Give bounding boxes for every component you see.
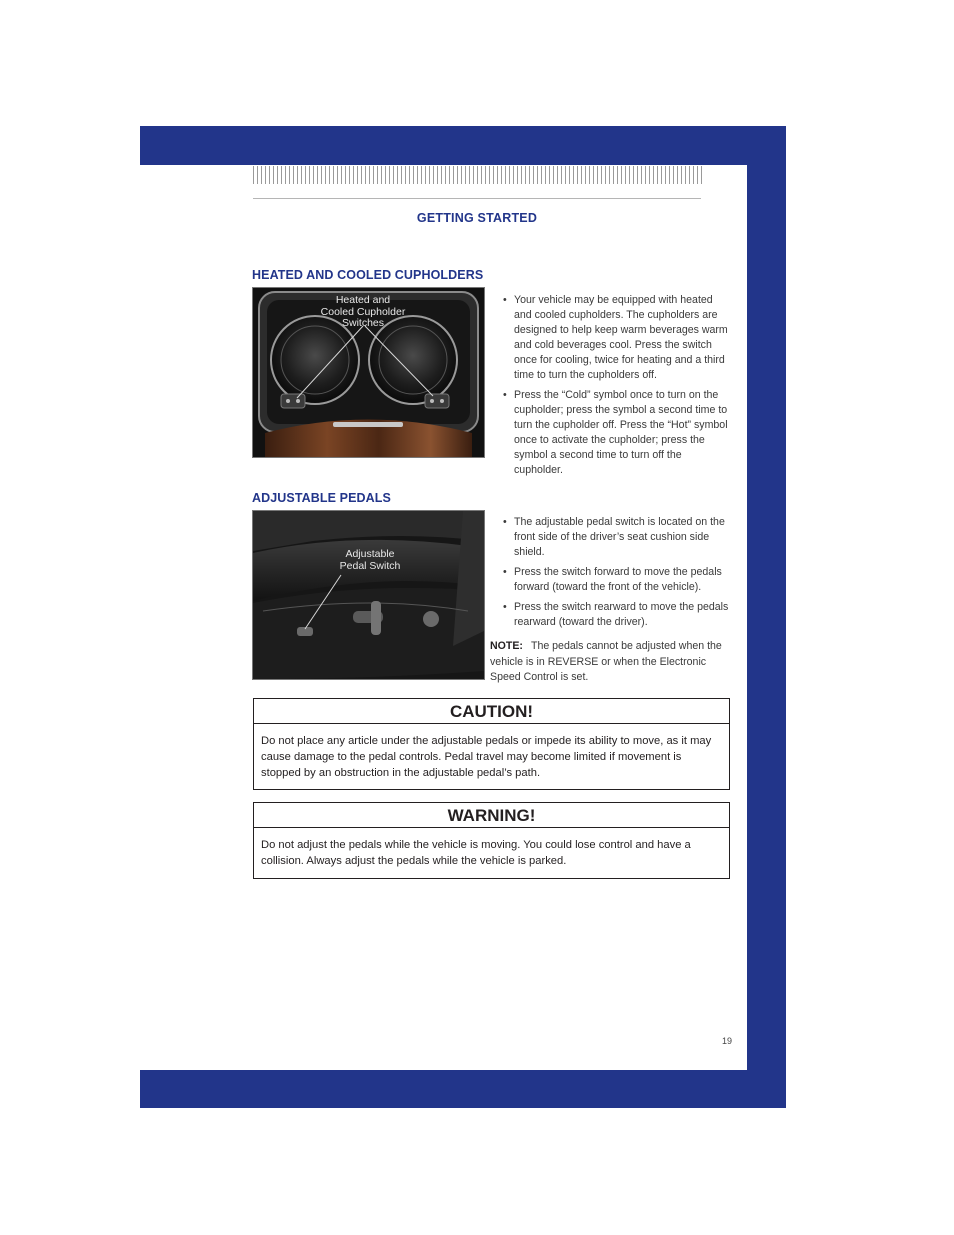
note-label: NOTE:	[490, 640, 523, 652]
section-heading-cupholders: HEATED AND COOLED CUPHOLDERS	[252, 268, 484, 282]
page-frame-bottom	[140, 1070, 786, 1108]
page-frame-right	[747, 126, 786, 1108]
cupholders-bullet-list	[491, 293, 731, 483]
warning-title: WARNING!	[254, 803, 729, 828]
pedals-bullet-list	[491, 515, 731, 635]
pedal-switch-photo-label: Adjustable Pedal Switch	[339, 548, 401, 572]
warning-text: Do not adjust the pedals while the vehicle is moving. You could lose control and have a collision. Always adjust the pedals while the vehicle is parked.	[261, 839, 691, 867]
caution-text: Do not place any article under the adjustable pedals or impede its ability to move, as it may cause damage to the pedal controls. Pedal travel may become limited if movement is stopped by an obstruction in the adjustable pedal’s path.	[261, 735, 712, 779]
list-item: • The adjustable pedal switch is located on the front side of the driver’s seat cushion side shield.	[491, 515, 731, 560]
list-item: • Your vehicle may be equipped with heated and cooled cupholders. The cupholders are designed to help keep warm beverages warm and cold beverages cool. Press the switch once for cooling, twice for heating and a third time to turn the cupholders off.	[491, 293, 731, 383]
decorative-ruler	[253, 166, 703, 184]
warning-box	[253, 802, 730, 879]
section-heading-pedals: ADJUSTABLE PEDALS	[252, 491, 391, 505]
list-item: • Press the switch rearward to move the pedals rearward (toward the driver).	[491, 600, 731, 630]
page-frame-top	[140, 126, 786, 165]
pedals-note	[490, 639, 730, 686]
header-rule	[253, 198, 701, 199]
list-item: • Press the switch forward to move the pedals forward (toward the front of the vehicle).	[491, 565, 731, 595]
cupholders-photo-label: Heated and Cooled Cupholder Switches	[320, 294, 406, 329]
list-item: • Press the “Cold” symbol once to turn on the cupholder; press the symbol a second time to turn the cupholder off. Press the “Hot” symbol once to activate the cupholder; press the symbol a second time to turn off the cupholder.	[491, 388, 731, 478]
note-text: The pedals cannot be adjusted when the vehicle is in REVERSE or when the Electronic Speed Control is set.	[490, 640, 722, 683]
caution-title: CAUTION!	[254, 699, 729, 724]
caution-box	[253, 698, 730, 790]
cupholders-photo	[252, 287, 485, 458]
page-number: 19	[721, 1036, 732, 1046]
pedal-switch-photo	[252, 510, 485, 680]
running-head: GETTING STARTED	[416, 211, 538, 225]
